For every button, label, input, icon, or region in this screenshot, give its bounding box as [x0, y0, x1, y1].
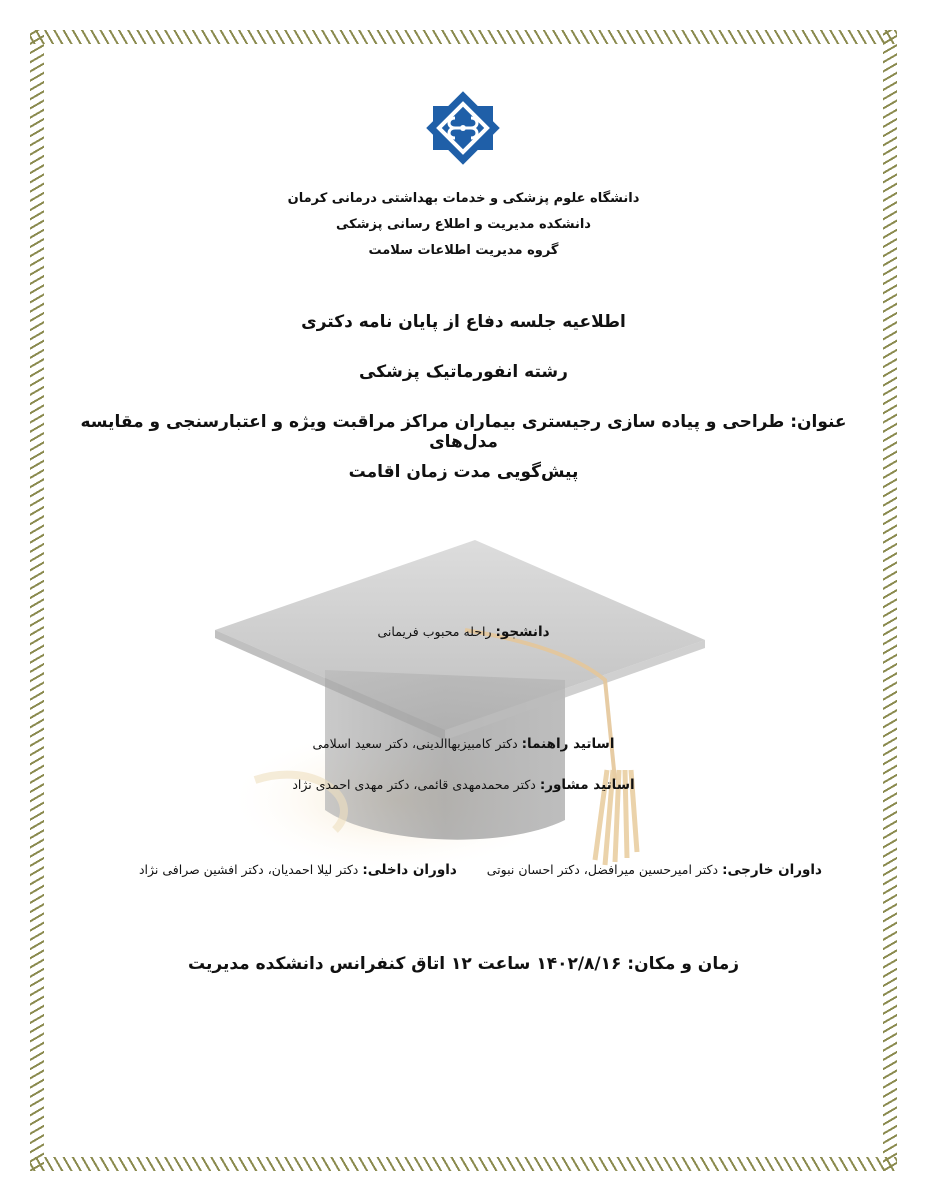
- institution-header: [0, 186, 927, 264]
- thesis-title-line2: پیش‌گویی مدت زمان اقامت: [348, 462, 579, 482]
- external-examiners-label: داوران خارجی:: [722, 862, 822, 878]
- border-bottom: [30, 1157, 897, 1171]
- internal-examiners-names: دکتر لیلا احمدیان، دکتر افشین صرافی نژاد: [138, 862, 359, 877]
- examiners-row: [139, 862, 822, 878]
- advisors-names: دکتر کامبیزبهاالدینی، دکتر سعید اسلامی: [312, 736, 518, 751]
- student-row: [0, 624, 927, 640]
- student-name: راحله محبوب فریمانی: [377, 624, 492, 639]
- internal-examiners-label: داوران داخلی:: [362, 862, 457, 878]
- schedule-row: [0, 954, 927, 974]
- department-name: گروه مدیریت اطلاعات سلامت: [368, 243, 559, 258]
- advisors-label: اساتید راهنما:: [521, 736, 615, 752]
- faculty-name: دانشکده مدیریت و اطلاع رسانی پزشکی: [336, 217, 591, 232]
- graduation-cap-icon: [195, 530, 715, 890]
- thesis-title-label: عنوان:: [790, 412, 847, 432]
- thesis-title-text: طراحی و پیاده سازی رجیستری بیماران مراکز مراقبت ویژه و اعتبارسنجی و مقایسه مدل‌های: [80, 412, 785, 452]
- student-label: دانشجو:: [495, 624, 550, 640]
- consultants-names: دکتر محمدمهدی قائمی، دکتر مهدی احمدی نژاد: [292, 777, 536, 792]
- consultants-row: [0, 777, 927, 793]
- consultants-label: اساتید مشاور:: [539, 777, 635, 793]
- university-name: دانشگاه علوم پزشکی و خدمات بهداشتی درمانی کرمان: [287, 191, 640, 206]
- field-of-study: رشته انفورماتیک پزشکی: [359, 362, 568, 382]
- university-logo-icon: [415, 88, 511, 168]
- schedule-label: زمان و مکان:: [627, 954, 740, 974]
- advisors-row: [0, 736, 927, 752]
- notice-heading: اطلاعیه جلسه دفاع از پایان نامه دکتری: [301, 312, 626, 332]
- schedule-value: ۱۴۰۲/۸/۱۶ ساعت ۱۲ اتاق کنفرانس دانشکده مدیریت: [187, 954, 622, 974]
- external-examiners-names: دکتر امیرحسین میرافضل، دکتر احسان نبوتی: [486, 862, 719, 877]
- thesis-title-line1: [60, 412, 867, 452]
- border-top: [30, 30, 897, 44]
